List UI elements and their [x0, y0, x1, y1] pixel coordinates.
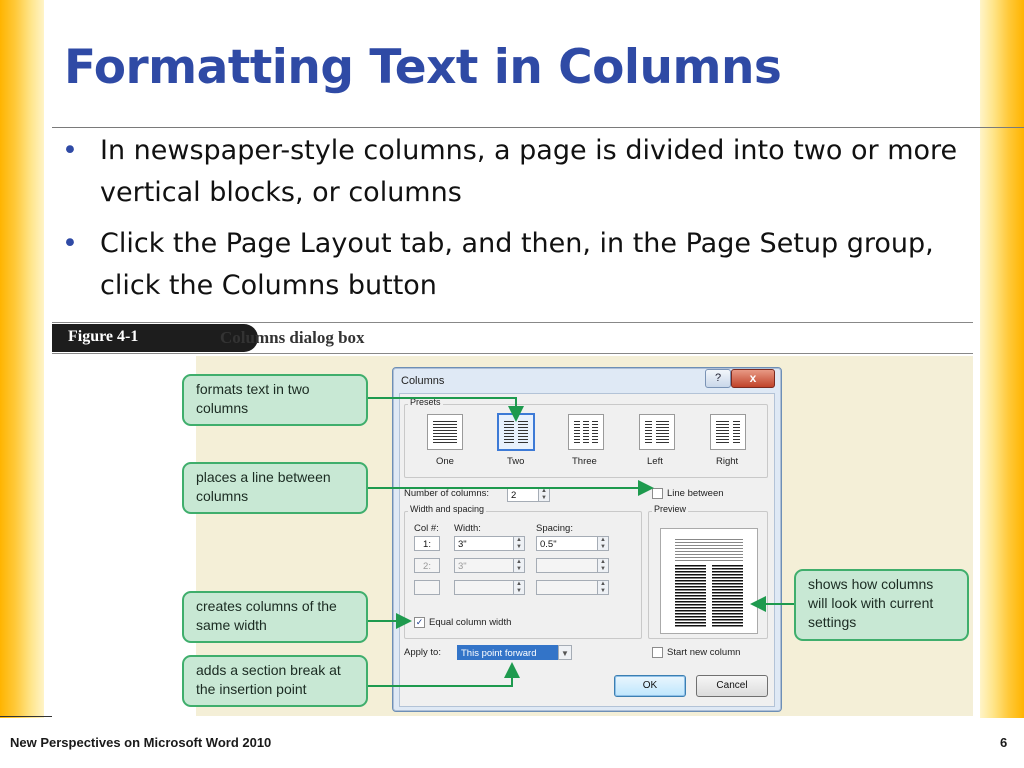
column-preview [660, 528, 758, 634]
presets-label: Presets [410, 397, 441, 407]
slide-frame-left [0, 0, 44, 768]
callout-two-columns: formats text in two columns [182, 374, 368, 426]
spacing-input[interactable] [536, 558, 598, 573]
spacing-input[interactable]: 0.5" [536, 536, 598, 551]
preset-column-lines [574, 421, 580, 443]
number-of-columns-label: Number of columns: [404, 488, 490, 499]
preset-column-lines [716, 421, 729, 443]
preset-three-label: Three [572, 456, 597, 467]
preset-right-button[interactable] [710, 414, 746, 450]
close-button[interactable]: x [731, 369, 775, 388]
spacing-input[interactable] [536, 580, 598, 595]
bullet-glyph: • [62, 228, 78, 259]
preset-two-label: Two [507, 456, 525, 467]
preview-label: Preview [654, 504, 687, 514]
preset-three-button[interactable] [568, 414, 604, 450]
preset-one-button[interactable] [427, 414, 463, 450]
figure-caption-bar [52, 322, 973, 354]
preview-column-left [675, 565, 706, 627]
preset-column-lines [592, 421, 598, 443]
width-input[interactable]: 3" [454, 558, 514, 573]
equal-column-width-label: Equal column width [429, 617, 512, 628]
preset-right-icon [716, 421, 740, 443]
bullet-text: Click the Page Layout tab, and then, in the Page Setup group, click the Columns button [100, 228, 934, 301]
width-spacing-label: Width and spacing [410, 504, 485, 514]
preset-column-lines [433, 421, 457, 443]
bullet-text: In newspaper-style columns, a page is divided into two or more vertical blocks, or columns [100, 135, 958, 208]
preset-two-button[interactable] [497, 413, 535, 451]
ok-button[interactable]: OK [614, 675, 686, 697]
width-input[interactable] [454, 580, 514, 595]
preset-two-icon [504, 421, 528, 443]
width-spinner[interactable]: ▲ ▼ [513, 536, 525, 551]
preview-heading-lines [675, 539, 743, 561]
line-between-label: Line between [667, 488, 724, 499]
preset-column-lines [504, 421, 514, 443]
chevron-down-icon[interactable]: ▼ [558, 645, 572, 660]
col-number-cell [414, 580, 440, 595]
number-of-columns-input[interactable]: 2 [507, 487, 539, 502]
width-header: Width: [454, 523, 481, 534]
preset-column-lines [583, 421, 589, 443]
slide-title: Formatting Text in Columns [64, 40, 782, 95]
apply-to-label: Apply to: [404, 647, 441, 658]
bullet-item [62, 223, 962, 307]
page-number: 6 [1000, 735, 1008, 750]
preset-right-label: Right [716, 456, 739, 467]
title-divider [52, 127, 1024, 128]
figure-number: Figure 4-1 [68, 328, 139, 345]
preview-column-right [712, 565, 743, 627]
callout-section-break: adds a section break at the insertion point [182, 655, 368, 707]
figure-caption: Columns dialog box [220, 328, 365, 347]
bullet-item [62, 130, 962, 214]
apply-to-select[interactable]: This point forward [457, 645, 559, 660]
help-button[interactable]: ? [705, 369, 731, 388]
spacing-spinner[interactable]: ▲ ▼ [597, 580, 609, 595]
slide-frame-right [980, 0, 1024, 768]
bullet-glyph: • [62, 135, 78, 166]
line-between-checkbox[interactable] [652, 488, 663, 499]
preset-column-lines [656, 421, 669, 443]
callout-preview: shows how columns will look with current settings [794, 569, 969, 641]
preset-one-label: One [436, 456, 454, 467]
start-new-column-label: Start new column [667, 647, 741, 658]
cancel-button[interactable]: Cancel [696, 675, 768, 697]
caption-rule-top [52, 322, 973, 323]
preset-left-label: Left [647, 456, 663, 467]
callout-line-between: places a line between columns [182, 462, 368, 514]
col-number-cell: 2: [414, 558, 440, 573]
preset-column-lines [645, 421, 652, 443]
bullet-list [62, 130, 962, 316]
preset-column-lines [518, 421, 528, 443]
width-spinner[interactable]: ▲ ▼ [513, 558, 525, 573]
preset-left-button[interactable] [639, 414, 675, 450]
preset-three-icon [574, 421, 598, 443]
start-new-column-checkbox[interactable] [652, 647, 663, 658]
footer-text: New Perspectives on Microsoft Word 2010 [10, 735, 272, 750]
preset-left-icon [645, 421, 669, 443]
footer-rule [0, 716, 52, 717]
spacing-header: Spacing: [536, 523, 573, 534]
width-spinner[interactable]: ▲ ▼ [513, 580, 525, 595]
caption-rule-bottom [52, 353, 973, 354]
spacing-spinner[interactable]: ▲ ▼ [597, 536, 609, 551]
equal-column-width-checkbox[interactable]: ✓ [415, 617, 424, 627]
spacing-spinner[interactable]: ▲ ▼ [597, 558, 609, 573]
col-number-header: Col #: [414, 523, 439, 534]
dialog-body [399, 393, 775, 707]
preset-column-lines [733, 421, 740, 443]
col-number-cell: 1: [414, 536, 440, 551]
dialog-title: Columns [401, 375, 445, 387]
columns-dialog [392, 367, 782, 712]
number-of-columns-spinner[interactable]: ▲ ▼ [538, 487, 550, 502]
width-input[interactable]: 3" [454, 536, 514, 551]
callout-equal-width: creates columns of the same width [182, 591, 368, 643]
preset-one-icon [433, 421, 457, 443]
